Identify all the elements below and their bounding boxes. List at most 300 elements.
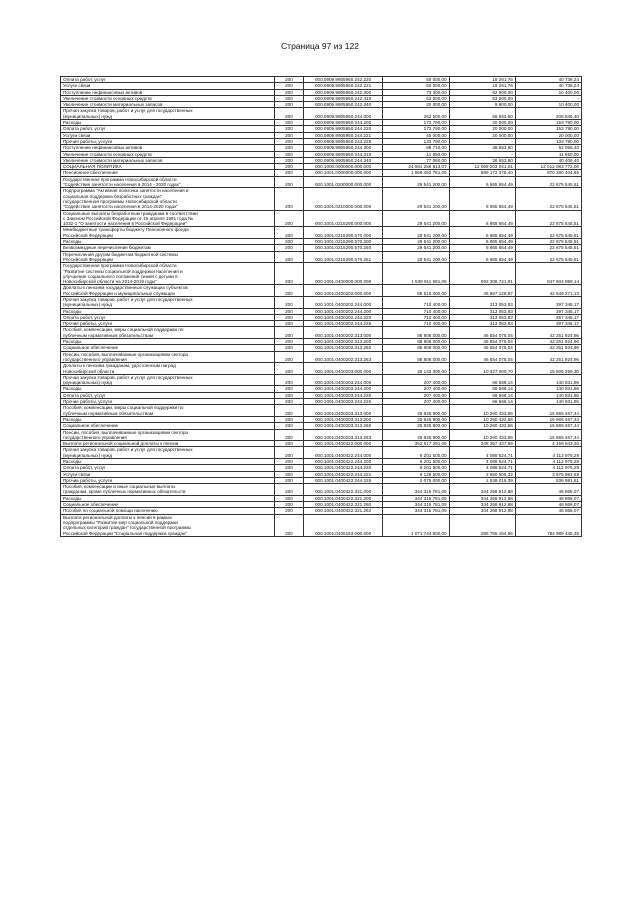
row-name-text: Оплата работ, услуг	[63, 126, 106, 132]
row-name-text: Социальные выплаты безработным гражданам в соответствии с Законом Российской Федерации от 19 апреля 1991 года № 1032-1 "О занятости населения в Российской Федерации"	[63, 210, 198, 227]
row-kbk-cell: 000.1001.0400422.321.200	[303, 495, 383, 501]
row-name-cell	[61, 429, 275, 441]
row-kbk-cell: 000.0909.9905950.242.310	[303, 95, 383, 101]
row-name-text: Увеличение стоимости основных средств	[63, 151, 152, 157]
row-executed-cell: 46 554 075,04	[449, 339, 515, 345]
row-name-text: Пенсии, пособия, выплачиваемые организациями сектора государственного управления	[63, 429, 188, 440]
row-code-cell: 200	[275, 405, 303, 417]
row-kbk-cell: 000.1001.0400203.000.000	[303, 363, 383, 375]
row-assigned-cell: 29 541 200,00	[383, 210, 449, 227]
row-name-text: Услуги связи	[63, 471, 91, 477]
row-name-text: Пенсионное обеспечение	[63, 170, 118, 176]
row-name-cell	[61, 210, 275, 227]
row-remaining-cell: 397 346,17	[515, 308, 581, 314]
row-executed-cell: 10 260 432,56	[449, 405, 515, 417]
row-remaining-cell: 4 112 975,29	[515, 465, 581, 471]
row-kbk-cell: 000.0909.9905950.244.000	[303, 108, 383, 120]
row-code-cell: 200	[275, 263, 303, 285]
row-name-text: Пенсии, пособия, выплачиваемые организациями сектора государственного управления	[63, 351, 188, 362]
row-name-text: Пособия, компенсации и иные социальные выплаты гражданам, кроме публичных нормативных обязательств	[63, 484, 186, 495]
row-name-text: Оплата работ, услуг	[63, 465, 106, 471]
row-name-text: Расходы	[63, 495, 82, 501]
row-name-text: Прочие работы, услуги	[63, 399, 113, 405]
row-assigned-cell: 173 790,00	[383, 120, 449, 126]
row-remaining-cell: 42 251 924,96	[515, 327, 581, 339]
row-assigned-cell: 344 315 781,05	[383, 508, 449, 514]
row-name-cell	[61, 447, 275, 459]
row-name-text: Пособия по социальной помощи населению	[63, 508, 158, 514]
row-code-cell: 200	[275, 314, 303, 320]
row-code-cell: 200	[275, 351, 303, 363]
row-assigned-cell: 173 790,00	[383, 126, 449, 132]
row-executed-cell: 46 867 128,87	[449, 285, 515, 297]
row-assigned-cell: 60 000,00	[383, 83, 449, 89]
row-remaining-cell: 15 665 467,44	[515, 405, 581, 417]
row-executed-cell: 6 865 654,49	[449, 176, 515, 188]
table-row	[61, 263, 582, 285]
row-assigned-cell: 1 539 911 581,05	[383, 263, 449, 285]
row-assigned-cell: 29 541 200,00	[383, 227, 449, 239]
row-assigned-cell: 25 925 900,00	[383, 416, 449, 422]
row-name-text: Оплата работ, услуг	[63, 314, 106, 320]
row-name-text: СОЦИАЛЬНАЯ ПОЛИТИКА	[63, 164, 122, 170]
row-kbk-cell: 000.1001.0400422.000.000	[303, 441, 383, 447]
row-remaining-cell: 153 790,00	[515, 120, 581, 126]
row-code-cell: 200	[275, 245, 303, 251]
row-name-cell	[61, 405, 275, 417]
row-code-cell: 200	[275, 102, 303, 108]
row-name-text: Поступление нефинансовых активов	[63, 89, 143, 95]
row-code-cell: 200	[275, 157, 303, 163]
row-code-cell: 200	[275, 508, 303, 514]
row-executed-cell: 10 260 432,56	[449, 423, 515, 429]
row-code-cell: 200	[275, 239, 303, 245]
row-remaining-cell: 397 346,17	[515, 314, 581, 320]
row-executed-cell: 348 357 437,69	[449, 441, 515, 447]
row-name-text: Выплата региональной доплаты к пенсии в рамках подпрограммы "Развитие мер социальной поддержки отдельных категорий граждан" государственной программы Российской Федерации "Социальная поддержка граждан"	[63, 514, 191, 536]
row-assigned-cell: 207 400,00	[383, 392, 449, 398]
row-kbk-cell: 000.1001.0400202.313.200	[303, 339, 383, 345]
row-assigned-cell: 25 925 900,00	[383, 405, 449, 417]
row-executed-cell: 12 069 203 041,01	[449, 164, 515, 170]
row-kbk-cell: 000.1001.0400202.244.220	[303, 314, 383, 320]
row-assigned-cell: 133 790,00	[383, 138, 449, 144]
row-code-cell: 200	[275, 188, 303, 210]
row-remaining-cell: 46 868,07	[515, 502, 581, 508]
row-name-cell	[61, 363, 275, 375]
table-row	[61, 296, 582, 308]
row-code-cell: 200	[275, 210, 303, 227]
row-kbk-cell: 000.1000.0000000.000.000	[303, 164, 383, 170]
row-kbk-cell: 000.1001.0400422.321.262	[303, 508, 383, 514]
row-remaining-cell: 10 400,00	[515, 102, 581, 108]
row-kbk-cell: 000.1001.0210000.000.000	[303, 188, 383, 210]
row-executed-cell: 344 268 912,98	[449, 484, 515, 496]
row-executed-cell: 344 268 912,98	[449, 508, 515, 514]
row-kbk-cell: 000.1001.0400203.244.226	[303, 399, 383, 405]
row-code-cell: 200	[275, 459, 303, 465]
row-kbk-cell: 000.0909.9905950.244.340	[303, 157, 383, 163]
row-remaining-cell: 22 675 545,51	[515, 188, 581, 210]
table-row	[61, 188, 582, 210]
row-name-text: Услуги связи	[63, 83, 91, 89]
table-row	[61, 514, 582, 536]
row-remaining-cell: 20 000,00	[515, 132, 581, 138]
row-remaining-cell: 4 159 843,36	[515, 441, 581, 447]
table-row	[61, 351, 582, 363]
row-assigned-cell: 207 400,00	[383, 386, 449, 392]
row-remaining-cell: 536 981,61	[515, 477, 581, 483]
row-executed-cell: 20 000,00	[449, 126, 515, 132]
row-code-cell: 200	[275, 296, 303, 308]
row-assigned-cell: 8 201 500,00	[383, 465, 449, 471]
row-code-cell: 200	[275, 308, 303, 314]
row-assigned-cell: 40 000,00	[383, 132, 449, 138]
row-remaining-cell: 397 346,17	[515, 296, 581, 308]
row-kbk-cell: 000.1001.0400422.321.260	[303, 502, 383, 508]
row-executed-cell: 344 268 912,98	[449, 502, 515, 508]
row-remaining-cell: 4 112 975,29	[515, 447, 581, 459]
row-name-text: Услуги связи	[63, 132, 91, 138]
row-remaining-cell: 42 251 924,96	[515, 339, 581, 345]
row-remaining-cell: 3 575 993,68	[515, 471, 581, 477]
row-code-cell: 200	[275, 83, 303, 89]
row-name-text: Расходы	[63, 459, 82, 464]
row-code-cell: 200	[275, 465, 303, 471]
row-kbk-cell: 000.0909.9905950.242.220	[303, 77, 383, 83]
row-remaining-cell: 40 738,24	[515, 83, 581, 89]
row-remaining-cell: 205 846,40	[515, 108, 581, 120]
row-name-text: Государственная программа Новосибирской области "Содействие занятости населения в 2014 - 2020 годах"	[63, 176, 181, 188]
table-row	[61, 210, 582, 227]
row-remaining-cell: 42 649 271,13	[515, 285, 581, 297]
row-executed-cell: 10 260 432,56	[449, 429, 515, 441]
row-executed-cell: 20 000,00	[449, 132, 515, 138]
row-executed-cell: 692 306 721,91	[449, 263, 515, 285]
table-row	[61, 145, 582, 151]
table-row	[61, 176, 582, 188]
row-code-cell: 200	[275, 441, 303, 447]
row-executed-cell: 66 568,14	[449, 374, 515, 386]
row-assigned-cell: 344 315 781,05	[383, 502, 449, 508]
row-executed-cell: 9 900,00	[449, 102, 515, 108]
row-executed-cell: 6 865 654,49	[449, 245, 515, 251]
row-kbk-cell: 000.0909.9905950.244.220	[303, 126, 383, 132]
row-kbk-cell: 000.1001.0400422.244.200	[303, 459, 383, 465]
row-assigned-cell: 2 075 000,00	[383, 477, 449, 483]
row-executed-cell: -	[449, 138, 515, 144]
row-name-cell	[61, 108, 275, 120]
row-remaining-cell: 133 790,00	[515, 138, 581, 144]
row-name-text: Увеличение стоимости материальных запасов	[63, 157, 163, 163]
row-name-text: Прочие работы, услуги	[63, 477, 113, 483]
row-remaining-cell: 15 665 467,44	[515, 429, 581, 441]
row-name-text: Расходы	[63, 386, 82, 392]
row-code-cell: 200	[275, 126, 303, 132]
row-name-text: Прочие работы, услуги	[63, 138, 113, 144]
row-name-text: Пособия, компенсации, меры социальной поддержки по публичным нормативным обязательствам	[63, 405, 184, 416]
row-code-cell: 200	[275, 399, 303, 405]
row-assigned-cell: 29 541 200,00	[383, 239, 449, 245]
row-assigned-cell: 29 541 200,00	[383, 251, 449, 263]
row-executed-cell: 46 554 075,04	[449, 327, 515, 339]
row-kbk-cell: 000.1001.0400202.244.200	[303, 308, 383, 314]
row-executed-cell: 6 865 654,49	[449, 239, 515, 245]
row-name-text: Перечисления другим бюджетам бюджетной системы Российской Федерации	[63, 251, 178, 262]
row-remaining-cell: 15 806 299,30	[515, 363, 581, 375]
row-remaining-cell: 12 012 083 772,06	[515, 164, 581, 170]
row-remaining-cell: 870 280 404,65	[515, 170, 581, 176]
row-assigned-cell: 73 300,00	[383, 89, 449, 95]
row-executed-cell: 19 261,76	[449, 77, 515, 83]
row-kbk-cell: 000.1001.0400422.244.000	[303, 447, 383, 459]
row-code-cell: 200	[275, 176, 303, 188]
row-code-cell: 200	[275, 345, 303, 351]
row-kbk-cell: 000.1001.0000000.000.000	[303, 170, 383, 176]
row-remaining-cell: 140 831,86	[515, 392, 581, 398]
row-kbk-cell: 000.1001.0405153.000.000	[303, 514, 383, 536]
row-kbk-cell: 000.1001.0400202.313.263	[303, 351, 383, 363]
table-row	[61, 363, 582, 375]
row-assigned-cell: 88 710,00	[383, 145, 449, 151]
row-executed-cell: 66 568,14	[449, 392, 515, 398]
row-remaining-cell: 397 346,17	[515, 321, 581, 327]
row-code-cell: 200	[275, 108, 303, 120]
row-name-text: Расходы	[63, 308, 82, 314]
row-code-cell: 200	[275, 392, 303, 398]
row-executed-cell: 313 053,83	[449, 314, 515, 320]
table-row	[61, 89, 582, 95]
row-code-cell: 200	[275, 164, 303, 170]
row-code-cell: 200	[275, 484, 303, 496]
row-executed-cell: 2 550 506,32	[449, 471, 515, 477]
row-remaining-cell: 140 831,86	[515, 374, 581, 386]
row-remaining-cell: 40 406,40	[515, 157, 581, 163]
row-name-text: Государственная программа Новосибирской области "Развитие системы социальной поддержки населения и улучшение социального положения семей с детьми в Новосибирской области на 2014-2019 годы"	[63, 263, 183, 285]
row-code-cell: 200	[275, 416, 303, 422]
table-row	[61, 374, 582, 386]
table-row	[61, 508, 582, 514]
row-name-text: Безвозмездные перечисления бюджетам	[63, 245, 151, 251]
row-executed-cell: 56 653,60	[449, 108, 515, 120]
table-row	[61, 251, 582, 263]
row-name-text: Межбюджетные трансферты бюджету Пенсионного фонда Российской Федерации	[63, 227, 189, 238]
row-code-cell: 200	[275, 339, 303, 345]
row-assigned-cell: 25 925 900,00	[383, 423, 449, 429]
row-executed-cell: 313 053,83	[449, 308, 515, 314]
row-assigned-cell: 1 071 744 600,00	[383, 514, 449, 536]
row-code-cell: 200	[275, 89, 303, 95]
row-assigned-cell: 29 541 200,00	[383, 245, 449, 251]
row-assigned-cell: 26 133 300,00	[383, 363, 449, 375]
row-name-cell	[61, 263, 275, 285]
row-executed-cell: 53 000,00	[449, 95, 515, 101]
row-kbk-cell: 000.1001.0215290.570.250	[303, 245, 383, 251]
row-code-cell: 200	[275, 471, 303, 477]
row-executed-cell: 10 260 432,56	[449, 416, 515, 422]
row-assigned-cell: 710 400,00	[383, 321, 449, 327]
row-remaining-cell: 40 738,24	[515, 77, 581, 83]
row-remaining-cell: 46 868,07	[515, 495, 581, 501]
row-kbk-cell: 000.1001.0400202.313.260	[303, 345, 383, 351]
row-executed-cell: 313 053,83	[449, 321, 515, 327]
row-code-cell: 200	[275, 502, 303, 508]
row-assigned-cell: 60 000,00	[383, 77, 449, 83]
row-remaining-cell: 784 989 445,35	[515, 514, 581, 536]
row-executed-cell: 286 755 154,65	[449, 514, 515, 536]
row-kbk-cell: 000.1001.0215290.570.000	[303, 227, 383, 239]
row-remaining-cell: 4 112 975,29	[515, 459, 581, 465]
row-kbk-cell: 000.0909.9905950.242.340	[303, 102, 383, 108]
row-kbk-cell: 000.1001.0400202.244.000	[303, 296, 383, 308]
row-assigned-cell: 8 201 500,00	[383, 459, 449, 465]
row-name-cell	[61, 188, 275, 210]
row-executed-cell: -	[449, 151, 515, 157]
row-code-cell: 200	[275, 429, 303, 441]
table-row	[61, 484, 582, 496]
row-name-cell	[61, 227, 275, 239]
row-kbk-cell: 000.0909.9905950.244.310	[303, 151, 383, 157]
row-name-text: Расходы	[63, 239, 82, 245]
row-kbk-cell: 000.1001.0400422.244.226	[303, 477, 383, 483]
row-name-text: Поступление нефинансовых активов	[63, 145, 143, 151]
row-name-text: Увеличение стоимости основных средств	[63, 95, 152, 101]
row-kbk-cell: 000.0909.9905950.244.221	[303, 132, 383, 138]
row-assigned-cell: 20 300,00	[383, 102, 449, 108]
row-executed-cell: 66 568,14	[449, 386, 515, 392]
row-code-cell: 200	[275, 170, 303, 176]
row-executed-cell: 62 900,00	[449, 89, 515, 95]
table-row	[61, 95, 582, 101]
table-row	[61, 405, 582, 417]
row-code-cell: 200	[275, 495, 303, 501]
row-code-cell: 200	[275, 132, 303, 138]
row-name-cell	[61, 176, 275, 188]
row-executed-cell: 36 653,60	[449, 157, 515, 163]
row-kbk-cell: 000.1001.0400203.244.220	[303, 392, 383, 398]
row-kbk-cell: 000.1001.0400000.000.000	[303, 263, 383, 285]
row-assigned-cell: 88 806 000,00	[383, 339, 449, 345]
row-name-text: Социальное обеспечение	[63, 345, 119, 351]
row-name-cell	[61, 374, 275, 386]
row-executed-cell: 4 088 524,71	[449, 465, 515, 471]
row-name-text: Прочая закупка товаров, работ и услуг для государственных (муниципальных) нужд	[63, 296, 193, 308]
row-assigned-cell: 207 400,00	[383, 374, 449, 386]
row-name-text: Социальное обеспечение	[63, 502, 119, 508]
report-table-body	[61, 77, 582, 537]
row-code-cell: 200	[275, 363, 303, 375]
row-code-cell: 200	[275, 227, 303, 239]
row-code-cell: 200	[275, 151, 303, 157]
row-code-cell: 200	[275, 447, 303, 459]
row-executed-cell: 19 261,76	[449, 83, 515, 89]
row-executed-cell: 6 865 654,49	[449, 251, 515, 263]
row-remaining-cell: 22 675 545,51	[515, 176, 581, 188]
table-row	[61, 227, 582, 239]
row-name-text: Доплаты к пенсиям государственных служащих субъектов Российской Федерации и муниципальных служащих	[63, 285, 188, 296]
row-assigned-cell: 710 400,00	[383, 296, 449, 308]
row-executed-cell: 4 088 524,71	[449, 447, 515, 459]
row-name-text: Расходы	[63, 339, 82, 345]
row-name-text: Выплата региональной социальной доплаты к пенсии	[63, 441, 179, 447]
row-name-cell	[61, 484, 275, 496]
row-assigned-cell: 710 400,00	[383, 308, 449, 314]
budget-report-table	[60, 76, 582, 537]
row-name-cell	[61, 251, 275, 263]
row-code-cell: 200	[275, 386, 303, 392]
row-assigned-cell: 1 569 452 781,05	[383, 170, 449, 176]
row-remaining-cell: -	[515, 95, 581, 101]
row-assigned-cell: 8 201 500,00	[383, 447, 449, 459]
row-kbk-cell: 000.1001.0200000.000.000	[303, 176, 383, 188]
row-remaining-cell: 847 604 859,14	[515, 263, 581, 285]
row-remaining-cell: 10 400,00	[515, 89, 581, 95]
row-assigned-cell: 11 650,00	[383, 151, 449, 157]
row-assigned-cell: 88 806 000,00	[383, 351, 449, 363]
row-remaining-cell: 140 831,86	[515, 399, 581, 405]
row-name-text: Пособия, компенсации, меры социальной поддержки по публичным нормативным обязательствам	[63, 327, 184, 338]
row-name-text: Прочая закупка товаров, работ и услуг для государственных (муниципальных) нужд	[63, 108, 193, 119]
row-kbk-cell: 000.1001.0400203.244.200	[303, 386, 383, 392]
row-kbk-cell: 000.1001.0215290.000.000	[303, 210, 383, 227]
row-assigned-cell: 262 500,00	[383, 108, 449, 120]
row-executed-cell: 20 000,00	[449, 120, 515, 126]
table-row	[61, 441, 582, 447]
row-executed-cell: 344 268 912,98	[449, 495, 515, 501]
row-executed-cell: 6 865 654,49	[449, 227, 515, 239]
row-code-cell: 200	[275, 514, 303, 536]
row-kbk-cell: 000.0909.9905950.242.300	[303, 89, 383, 95]
row-remaining-cell: 15 665 467,44	[515, 423, 581, 429]
row-executed-cell: 1 538 018,39	[449, 477, 515, 483]
row-name-text: Доплаты к пенсиям гражданам, удостоенным наград Новосибирской области	[63, 363, 176, 374]
row-code-cell: 200	[275, 77, 303, 83]
row-name-text: Оплата работ, услуг	[63, 392, 106, 398]
row-kbk-cell: 000.0909.9905950.242.221	[303, 83, 383, 89]
row-kbk-cell: 000.1001.0400202.244.226	[303, 321, 383, 327]
row-name-text: Прочая закупка товаров, работ и услуг для государственных (муниципальных) нужд	[63, 374, 193, 386]
row-executed-cell: 6 865 654,49	[449, 188, 515, 210]
row-name-text: Увеличение стоимости материальных запасов	[63, 102, 163, 108]
row-assigned-cell: 344 315 781,05	[383, 484, 449, 496]
row-assigned-cell: 6 126 500,00	[383, 471, 449, 477]
row-remaining-cell: 42 251 924,96	[515, 345, 581, 351]
row-executed-cell: 46 554 075,04	[449, 345, 515, 351]
row-name-text: Прочая закупка товаров, работ и услуг для государственных (муниципальных) нужд	[63, 447, 193, 458]
row-kbk-cell: 000.1001.0400202.000.000	[303, 285, 383, 297]
row-executed-cell: 36 653,60	[449, 145, 515, 151]
table-row	[61, 429, 582, 441]
row-assigned-cell: 29 541 200,00	[383, 176, 449, 188]
row-kbk-cell: 000.1001.0215290.570.200	[303, 239, 383, 245]
row-code-cell: 200	[275, 477, 303, 483]
row-code-cell: 200	[275, 321, 303, 327]
row-executed-cell: 10 327 000,70	[449, 363, 515, 375]
row-code-cell: 200	[275, 251, 303, 263]
row-assigned-cell: 24 081 286 813,07	[383, 164, 449, 170]
row-name-text: Расходы	[63, 120, 82, 126]
row-code-cell: 200	[275, 120, 303, 126]
table-row	[61, 447, 582, 459]
table-row	[61, 245, 582, 251]
row-remaining-cell: 22 675 545,51	[515, 227, 581, 239]
row-kbk-cell: 000.1001.0400422.244.220	[303, 465, 383, 471]
row-remaining-cell: 52 056,40	[515, 145, 581, 151]
row-executed-cell: 699 172 376,40	[449, 170, 515, 176]
row-assigned-cell: 207 400,00	[383, 399, 449, 405]
row-remaining-cell: 22 675 545,51	[515, 251, 581, 263]
row-assigned-cell: 352 517 281,05	[383, 441, 449, 447]
